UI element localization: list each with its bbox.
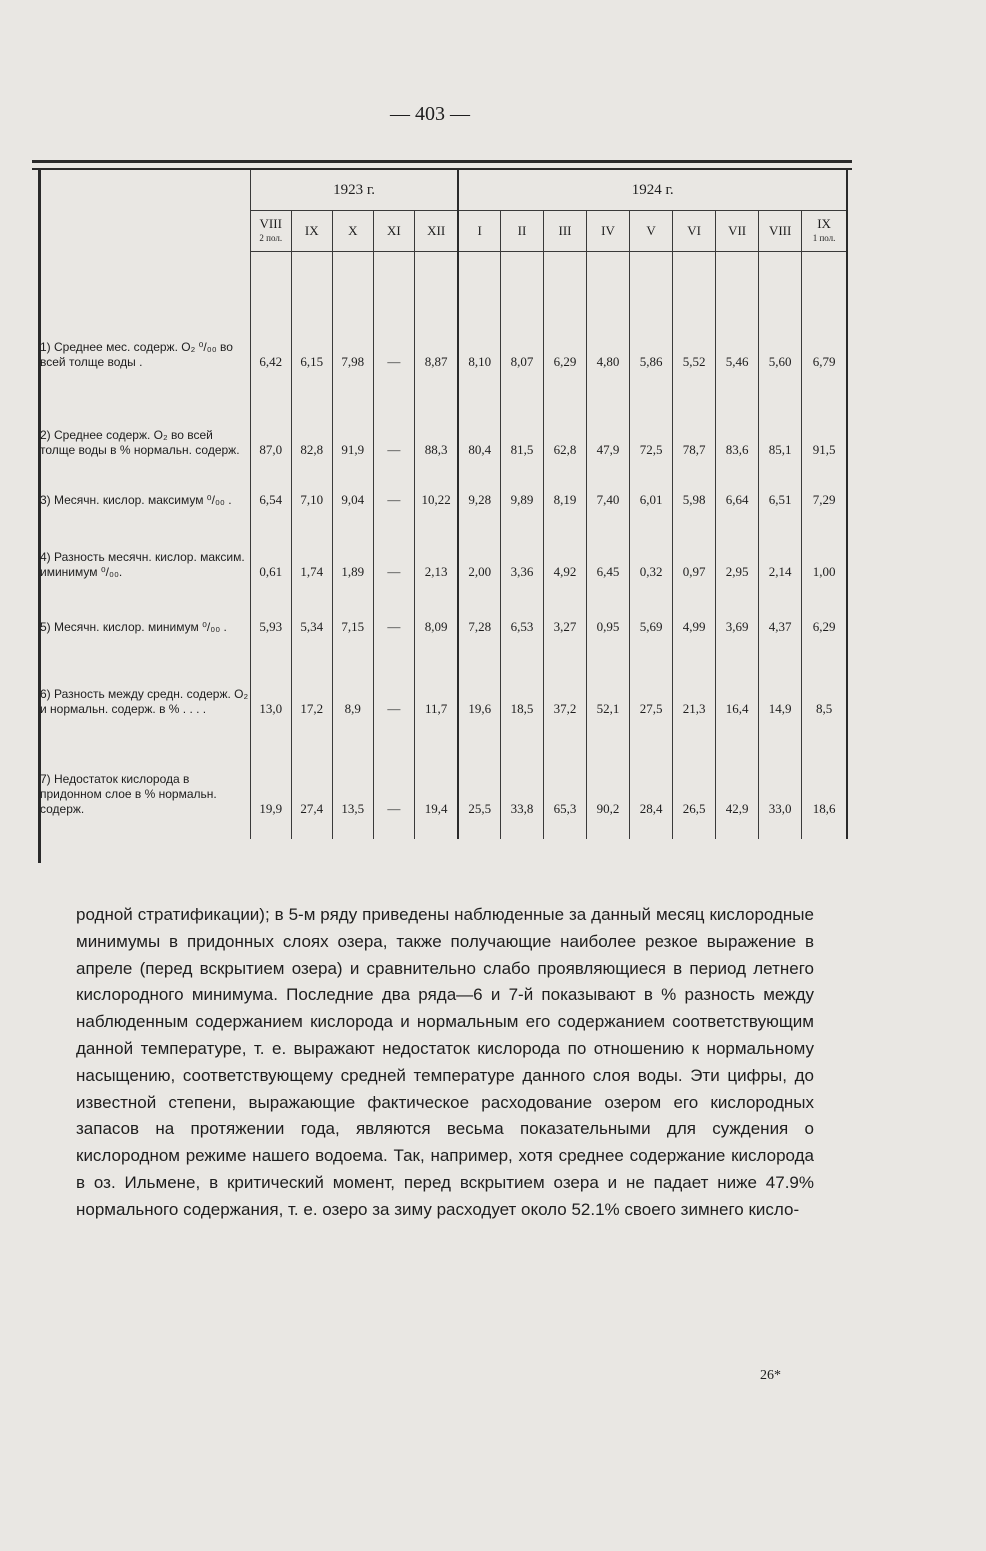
table-cell: 42,9 [716,717,759,817]
spacer-cell [373,252,414,283]
month-label: VIII [768,223,792,238]
table-cell: 5,52 [673,282,716,370]
table-cell: 4,37 [759,580,802,635]
month-header [291,211,332,252]
table-cell: 6,64 [716,458,759,508]
table-row [40,635,847,717]
bottom-padding-row [40,817,847,839]
month-header [500,211,543,252]
month-header [759,211,802,252]
empty-header-cell [40,211,250,252]
month-label: X [348,223,358,238]
month-header [673,211,716,252]
table-cell: 91,9 [332,370,373,458]
table-cell: 37,2 [543,635,586,717]
padding-cell [673,817,716,839]
spacer-cell [250,252,291,283]
table-cell: 9,04 [332,458,373,508]
padding-cell [458,817,500,839]
table-cell: 6,45 [587,508,630,580]
table-cell: 8,9 [332,635,373,717]
spacer-cell [716,252,759,283]
table-cell: 3,27 [543,580,586,635]
month-label: IX [817,216,831,231]
table-cell: 18,6 [802,717,847,817]
table-cell: 27,5 [630,635,673,717]
month-label: IV [601,223,615,238]
table-cell: 7,28 [458,580,500,635]
year-1923-header: 1923 г. [250,170,458,211]
table-cell: 5,86 [630,282,673,370]
table-cell: 21,3 [673,635,716,717]
table-row [40,282,847,370]
table-cell: 7,15 [332,580,373,635]
table-cell: 6,01 [630,458,673,508]
table-cell: 6,29 [543,282,586,370]
table-cell: 7,40 [587,458,630,508]
table-cell: 10,22 [414,458,458,508]
table-cell: 83,6 [716,370,759,458]
padding-cell [759,817,802,839]
body-paragraph: родной стратификации); в 5-м ряду приведены наблюденные за данный месяц кислородные минимумы в придонных слоях озера, также получающие наиболее резкое выражение в апреле (перед вскрытием озера) и сравнительно слабо проявляющиеся в период летнего кислородного минимума. Последние два ряда—6 и 7-й показывают в % разность между наблюденным содержанием кислорода и нормальным его содержанием соответствующим данной температуре, т. е. выражают недостаток кислорода по отношению к нормальному насыщению, соответствующему средней температуре данного слоя воды. Эти цифры, до известной степени, выражающие фактическое расходование озером его кислородных запасов на протяжении года, являются весьма показательными для суждения о кислородном режиме нашего водоема. Так, например, хотя среднее содержание кислорода в оз. Ильмене, в критический момент, перед вскрытием озера и не падает ниже 47.9% нормального содержания, т. е. озеро за зиму расходует около 52.1% своего зимнего кисло- [76,905,814,1219]
spacer-cell [332,252,373,283]
spacer-cell [291,252,332,283]
padding-cell [543,817,586,839]
table-cell: 25,5 [458,717,500,817]
spacer-cell [500,252,543,283]
month-header [373,211,414,252]
table-cell: 85,1 [759,370,802,458]
month-header [630,211,673,252]
table-cell: 6,53 [500,580,543,635]
table-cell: 47,9 [587,370,630,458]
table-cell: 7,29 [802,458,847,508]
table-cell: 0,95 [587,580,630,635]
table-cell: 16,4 [716,635,759,717]
table-cell: 2,00 [458,508,500,580]
table-cell: 4,80 [587,282,630,370]
table-cell: 33,0 [759,717,802,817]
table-cell: 26,5 [673,717,716,817]
table-cell: 11,7 [414,635,458,717]
year-1924-header: 1924 г. [458,170,847,211]
month-label: I [477,223,482,238]
row-label: 7) Недостаток кислорода в придонном слое в % нормальн. содерж. [40,772,217,816]
month-header [458,211,500,252]
month-label: V [646,223,656,238]
table-cell: 8,07 [500,282,543,370]
month-label: VI [687,223,701,238]
table-row [40,508,847,580]
table-top-rule [32,160,852,163]
table-cell: 6,42 [250,282,291,370]
month-sublabel: 1 пол. [812,233,836,243]
oxygen-data-table [40,170,848,839]
table-row [40,458,847,508]
table-cell: 1,89 [332,508,373,580]
table-cell: — [373,458,414,508]
spacer-cell [759,252,802,283]
table-cell: 18,5 [500,635,543,717]
table-cell: 19,4 [414,717,458,817]
table-row [40,370,847,458]
table-cell: 88,3 [414,370,458,458]
table-cell: 9,89 [500,458,543,508]
padding-cell [587,817,630,839]
table-cell: 72,5 [630,370,673,458]
table-cell: 2,13 [414,508,458,580]
padding-cell [414,817,458,839]
table-cell: 2,14 [759,508,802,580]
empty-header-cell [40,170,250,211]
table-cell: 6,54 [250,458,291,508]
table-cell: 27,4 [291,717,332,817]
table-cell: 4,92 [543,508,586,580]
table-cell: 0,61 [250,508,291,580]
table-cell: 81,5 [500,370,543,458]
month-header [716,211,759,252]
spacer-cell [802,252,847,283]
row-label: 1) Среднее мес. содерж. O₂ ⁰/₀₀ во всей толще воды . [40,340,233,369]
table-cell: 5,60 [759,282,802,370]
spacer-cell [458,252,500,283]
table-cell: 6,51 [759,458,802,508]
year-header-row [40,170,847,211]
table-cell: 6,29 [802,580,847,635]
month-label: VII [728,223,747,238]
month-header [543,211,586,252]
table-cell: — [373,370,414,458]
padding-cell [802,817,847,839]
padding-cell [291,817,332,839]
padding-cell [373,817,414,839]
table-cell: 13,5 [332,717,373,817]
row-label: 4) Разность месячн. кислор. максим. иминимум ⁰/₀₀. [40,550,245,579]
table-body [40,252,847,840]
table-cell: 5,93 [250,580,291,635]
table-cell: 0,97 [673,508,716,580]
month-label: XII [427,223,446,238]
month-label: IX [304,223,319,238]
month-label: XI [386,223,401,238]
row-label: 3) Месячн. кислор. максимум ⁰/₀₀ . [40,493,232,507]
table-cell: 8,19 [543,458,586,508]
table-cell: 19,6 [458,635,500,717]
month-label: II [517,223,527,238]
month-label: III [558,223,572,238]
padding-cell [332,817,373,839]
table-cell: — [373,282,414,370]
table-cell: 14,9 [759,635,802,717]
table-cell: 6,79 [802,282,847,370]
month-header [587,211,630,252]
spacer-cell [543,252,586,283]
month-header [802,211,847,252]
padding-cell [40,817,250,839]
spacer-cell [40,252,250,283]
padding-cell [500,817,543,839]
month-header-row [40,211,847,252]
row-label: 5) Месячн. кислор. минимум ⁰/₀₀ . [40,620,227,634]
month-header [414,211,458,252]
table-cell: 7,98 [332,282,373,370]
table-cell: — [373,580,414,635]
table-row [40,717,847,817]
table-cell: 0,32 [630,508,673,580]
table-cell: 3,69 [716,580,759,635]
table-cell: 9,28 [458,458,500,508]
month-sublabel: 2 пол. [259,233,283,243]
table-cell: — [373,508,414,580]
table-cell: 82,8 [291,370,332,458]
spacer-cell [414,252,458,283]
table-cell: 1,74 [291,508,332,580]
table-cell: 3,36 [500,508,543,580]
table-cell: 80,4 [458,370,500,458]
table-cell: 52,1 [587,635,630,717]
page-number: — 403 — [390,103,470,125]
table-cell: 4,99 [673,580,716,635]
padding-cell [250,817,291,839]
table-cell: 28,4 [630,717,673,817]
table-cell: 17,2 [291,635,332,717]
table-cell: 90,2 [587,717,630,817]
table-cell: 1,00 [802,508,847,580]
padding-cell [630,817,673,839]
table-cell: 13,0 [250,635,291,717]
table-cell: 6,15 [291,282,332,370]
table-cell: 65,3 [543,717,586,817]
table-cell: 78,7 [673,370,716,458]
spacer-cell [673,252,716,283]
spacer-row [40,252,847,283]
month-header [250,211,291,252]
table-cell: 8,87 [414,282,458,370]
table-cell: 91,5 [802,370,847,458]
padding-cell [716,817,759,839]
month-header [332,211,373,252]
table-cell: — [373,635,414,717]
table-row [40,580,847,635]
row-label: 2) Среднее содерж. O₂ во всей толще воды в % нормальн. содерж. [40,428,240,457]
table-cell: — [373,717,414,817]
table-cell: 33,8 [500,717,543,817]
table-cell: 8,10 [458,282,500,370]
table-cell: 8,09 [414,580,458,635]
table-cell: 87,0 [250,370,291,458]
table-cell: 5,69 [630,580,673,635]
sheet-signature-mark: 26* [760,1368,781,1383]
table-cell: 5,46 [716,282,759,370]
table-cell: 8,5 [802,635,847,717]
body-text [76,902,814,1224]
spacer-cell [630,252,673,283]
row-label: 6) Разность между средн. содерж. O₂ и нормальн. содерж. в % . . . . [40,687,249,716]
table-cell: 5,34 [291,580,332,635]
table-cell: 62,8 [543,370,586,458]
table-cell: 2,95 [716,508,759,580]
table-cell: 19,9 [250,717,291,817]
table-cell: 5,98 [673,458,716,508]
month-label: VIII [259,216,282,231]
table-cell: 7,10 [291,458,332,508]
spacer-cell [587,252,630,283]
